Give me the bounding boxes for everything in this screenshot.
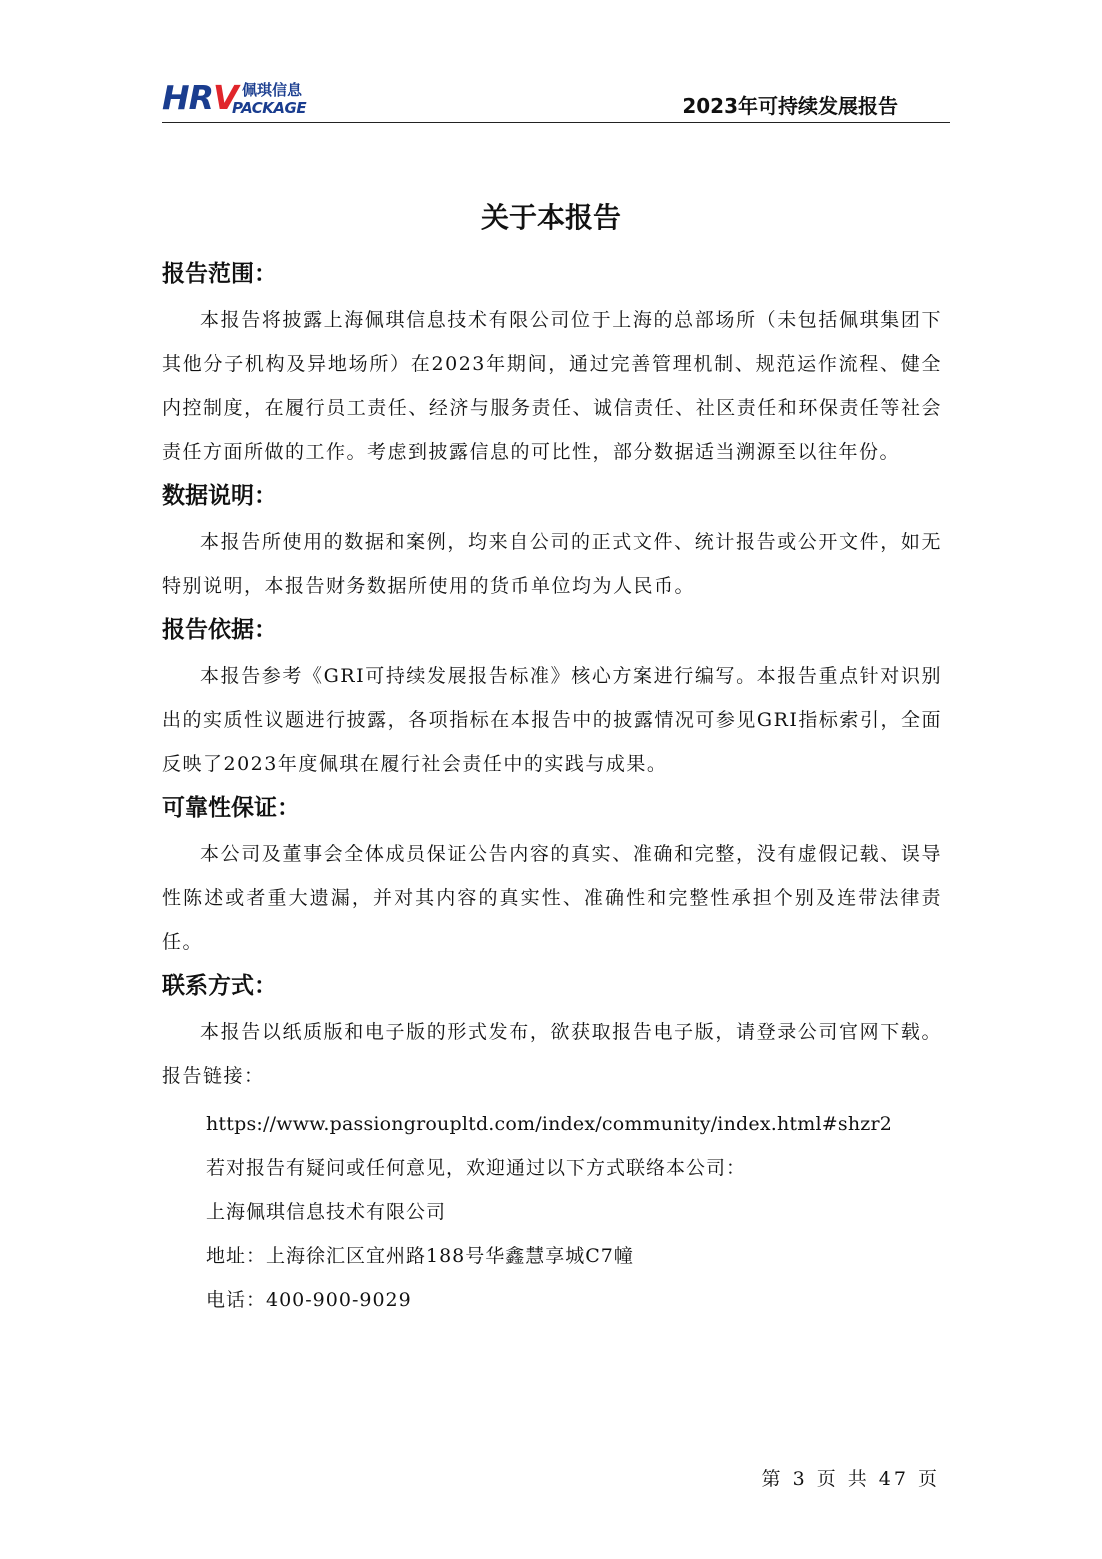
company-phone: 电话：400-900-9029 bbox=[206, 1289, 412, 1311]
section-heading: 报告依据： bbox=[162, 617, 277, 643]
section-reliability bbox=[162, 790, 942, 964]
section-heading: 可靠性保证： bbox=[162, 795, 300, 821]
section-paragraph: 本报告所使用的数据和案例，均来自公司的正式文件、统计报告或公开文件，如无特别说明，本报告财务数据所使用的货币单位均为人民币。 bbox=[162, 531, 942, 597]
section-paragraph: 本报告将披露上海佩琪信息技术有限公司位于上海的总部场所（未包括佩琪集团下其他分子机构及异地场所）在2023年期间，通过完善管理机制、规范运作流程、健全内控制度，在履行员工责任、经济与服务责任、诚信责任、社区责任和环保责任等社会责任方面所做的工作。考虑到披露信息的可比性，部分数据适当溯源至以往年份。 bbox=[162, 309, 942, 463]
company-logo bbox=[162, 80, 322, 120]
section-data bbox=[162, 478, 942, 608]
inquiry-text: 若对报告有疑问或任何意见，欢迎通过以下方式联络本公司： bbox=[206, 1157, 747, 1179]
report-link[interactable]: https://www.passiongroupltd.com/index/community/index.html#shzr2 bbox=[206, 1113, 893, 1135]
report-title: 2023年可持续发展报告 bbox=[682, 94, 898, 118]
page-header bbox=[162, 78, 950, 123]
company-name: 上海佩琪信息技术有限公司 bbox=[206, 1201, 447, 1223]
section-scope bbox=[162, 256, 942, 474]
section-heading: 报告范围： bbox=[162, 261, 277, 287]
logo-latin: HRV bbox=[162, 78, 238, 117]
report-content bbox=[162, 250, 942, 1322]
logo-chinese: 佩琪信息 bbox=[242, 81, 303, 99]
section-paragraph: 本报告参考《GRI可持续发展报告标准》核心方案进行编写。本报告重点针对识别出的实质性议题进行披露，各项指标在本报告中的披露情况可参见GRI指标索引，全面反映了2023年度佩琪在履行社会责任中的实践与成果。 bbox=[162, 665, 942, 775]
section-heading: 联系方式： bbox=[162, 973, 277, 999]
section-basis bbox=[162, 612, 942, 786]
logo-package: PACKAGE bbox=[232, 99, 307, 117]
page-number: 第 3 页 共 47 页 bbox=[761, 1468, 940, 1490]
section-paragraph: 本公司及董事会全体成员保证公告内容的真实、准确和完整，没有虚假记载、误导性陈述或者重大遗漏，并对其内容的真实性、准确性和完整性承担个别及连带法律责任。 bbox=[162, 843, 942, 953]
section-contact bbox=[162, 968, 942, 1322]
page-title: 关于本报告 bbox=[480, 201, 621, 234]
section-heading: 数据说明： bbox=[162, 483, 277, 509]
section-paragraph: 本报告以纸质版和电子版的形式发布，欲获取报告电子版，请登录公司官网下载。报告链接： bbox=[162, 1021, 942, 1087]
company-address: 地址：上海徐汇区宜州路188号华鑫慧享城C7幢 bbox=[206, 1245, 634, 1267]
